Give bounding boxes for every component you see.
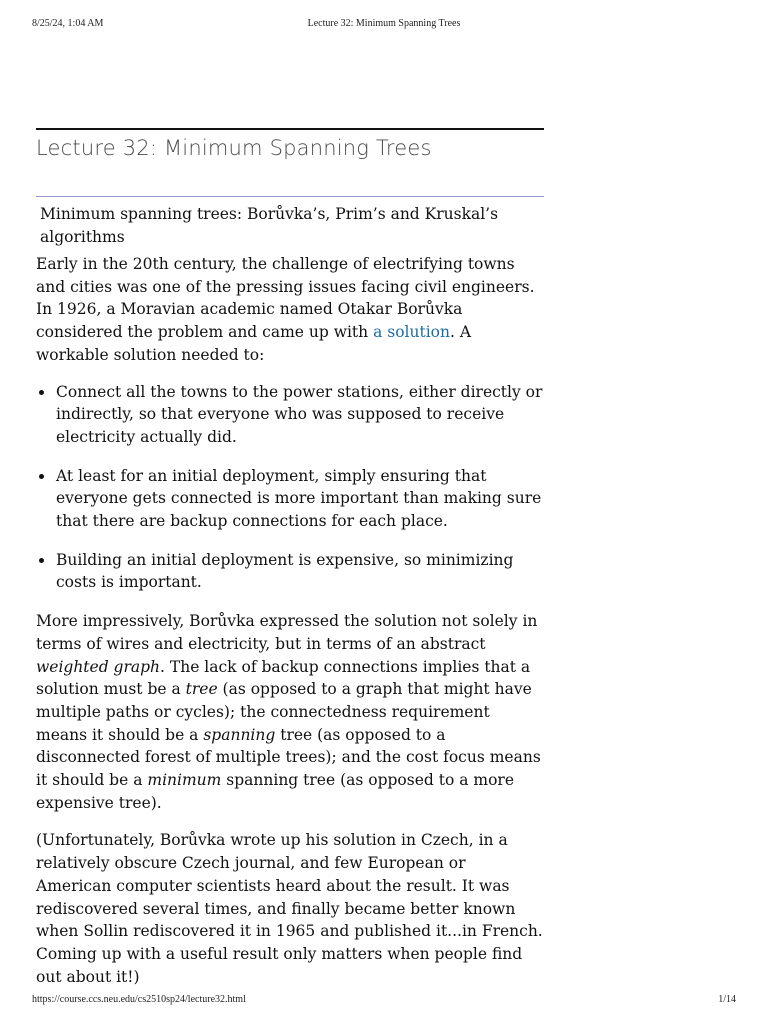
bullet-icon — [39, 558, 44, 563]
title-divider — [36, 128, 544, 130]
print-datetime: 8/25/24, 1:04 AM — [32, 18, 104, 29]
list-item — [36, 465, 544, 533]
list-item — [36, 381, 544, 449]
term-weighted-graph: weighted graph — [36, 657, 161, 676]
print-url: https://course.ccs.neu.edu/cs2510sp24/lecture32.html — [32, 994, 246, 1005]
list-item-text: Building an initial deployment is expensive, so minimizing costs is important. — [56, 550, 514, 592]
paragraph-text: . The lack of backup connections implies that a solution must be a — [36, 657, 531, 699]
solution-link[interactable]: a solution — [373, 323, 450, 342]
print-page-title: Lecture 32: Minimum Spanning Trees — [307, 18, 461, 29]
intro-text-before-link: Early in the 20th century, the challenge of electrifying towns and cities was one of the pressing issues facing civil engineers. In 1926, a Moravian academic named Otakar Borůvka considered the problem and came up with — [36, 255, 535, 342]
paragraph-text: More impressively, Borůvka expressed the solution not solely in terms of wires and electricity, but in terms of an abstract — [36, 612, 538, 653]
weighted-graph-paragraph — [36, 610, 544, 814]
print-page-number: 1/14 — [718, 994, 736, 1005]
requirements-list — [36, 381, 544, 595]
paragraph-text: (as opposed to a graph that might have multiple paths or cycles); the connectedness requirement means it should be a — [36, 680, 532, 744]
paragraph-text: spanning tree (as opposed to a more expensive tree). — [36, 771, 514, 812]
term-spanning: spanning — [203, 725, 276, 744]
document-body — [36, 128, 544, 988]
bullet-icon — [39, 474, 44, 479]
paragraph-text: tree (as opposed to a disconnected forest of multiple trees); and the cost focus means it should be a — [36, 725, 541, 790]
print-footer — [32, 994, 736, 1005]
term-minimum: minimum — [147, 771, 222, 790]
bullet-icon — [39, 390, 44, 395]
list-item-text: Connect all the towns to the power stations, either directly or indirectly, so that everyone who was supposed to receive electricity actually did. — [56, 382, 543, 446]
section-subtitle: Minimum spanning trees: Borůvka’s, Prim’s and Kruskal’s algorithms — [40, 205, 499, 246]
subtitle-divider — [36, 196, 544, 197]
intro-paragraph — [36, 253, 544, 367]
intro-text-after-link: . A workable solution needed to: — [36, 323, 472, 364]
term-tree: tree — [185, 680, 218, 699]
history-paragraph: (Unfortunately, Borůvka wrote up his solution in Czech, in a relatively obscure Czech journal, and few European or American computer scientists heard about the result. It was rediscovered several times, and finally became better known when Sollin rediscovered it in 1965 and published it...in French. Coming up with a useful result only matters when people find out about it!) — [36, 831, 543, 986]
list-item — [36, 549, 544, 594]
print-header — [32, 18, 736, 29]
list-item-text: At least for an initial deployment, simply ensuring that everyone gets connected is more important than making sure that there are backup connections for each place. — [56, 466, 542, 531]
page-title: Lecture 32: Minimum Spanning Trees — [36, 136, 432, 160]
